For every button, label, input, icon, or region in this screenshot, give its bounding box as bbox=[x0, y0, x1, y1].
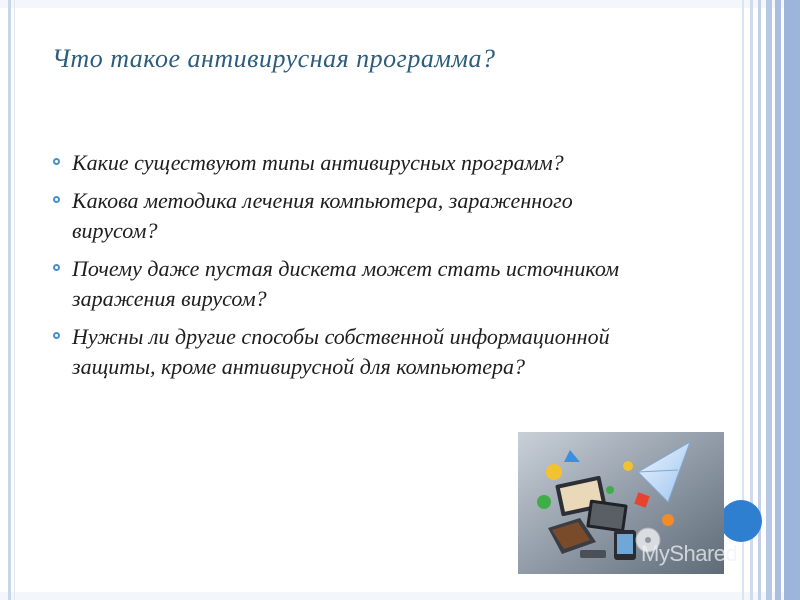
bullet-text: Нужны ли другие способы собственной информационной защиты, кроме антивирусной для компьютера? bbox=[72, 324, 610, 379]
side-stripe bbox=[775, 0, 781, 600]
yellow-dot-shape bbox=[546, 464, 562, 480]
bullet-list bbox=[52, 148, 642, 390]
ring-bullet-icon bbox=[53, 264, 60, 271]
green-dot-shape bbox=[606, 486, 614, 494]
left-frame-inner-line bbox=[14, 0, 15, 600]
bullet-item bbox=[52, 148, 642, 178]
phone-screen-shape bbox=[617, 534, 633, 554]
bullet-text: Какова методика лечения компьютера, зараженного вирусом? bbox=[72, 188, 573, 243]
monitor-screen-shape bbox=[590, 503, 625, 529]
watermark-text: MyShared bbox=[641, 541, 738, 566]
slide-title: Что такое антивирусная программа? bbox=[52, 44, 496, 73]
keyboard-shape bbox=[580, 550, 606, 558]
ring-bullet-icon bbox=[53, 158, 60, 165]
bottom-frame bbox=[0, 592, 800, 600]
ring-bullet-icon bbox=[53, 332, 60, 339]
bullet-item bbox=[52, 186, 642, 246]
yellow-dot-shape bbox=[623, 461, 633, 471]
bullet-text: Почему даже пустая дискета может стать источником заражения вирусом? bbox=[72, 256, 620, 311]
bullet-item bbox=[52, 254, 642, 314]
accent-circle bbox=[720, 500, 762, 542]
green-dot-shape bbox=[537, 495, 551, 509]
bullet-item bbox=[52, 322, 642, 382]
ring-bullet-icon bbox=[53, 196, 60, 203]
left-frame-line bbox=[8, 0, 11, 600]
top-frame bbox=[0, 0, 800, 8]
side-stripe bbox=[784, 0, 800, 600]
orange-dot-shape bbox=[662, 514, 674, 526]
side-stripe bbox=[766, 0, 772, 600]
bullet-text: Какие существуют типы антивирусных программ? bbox=[72, 150, 564, 175]
